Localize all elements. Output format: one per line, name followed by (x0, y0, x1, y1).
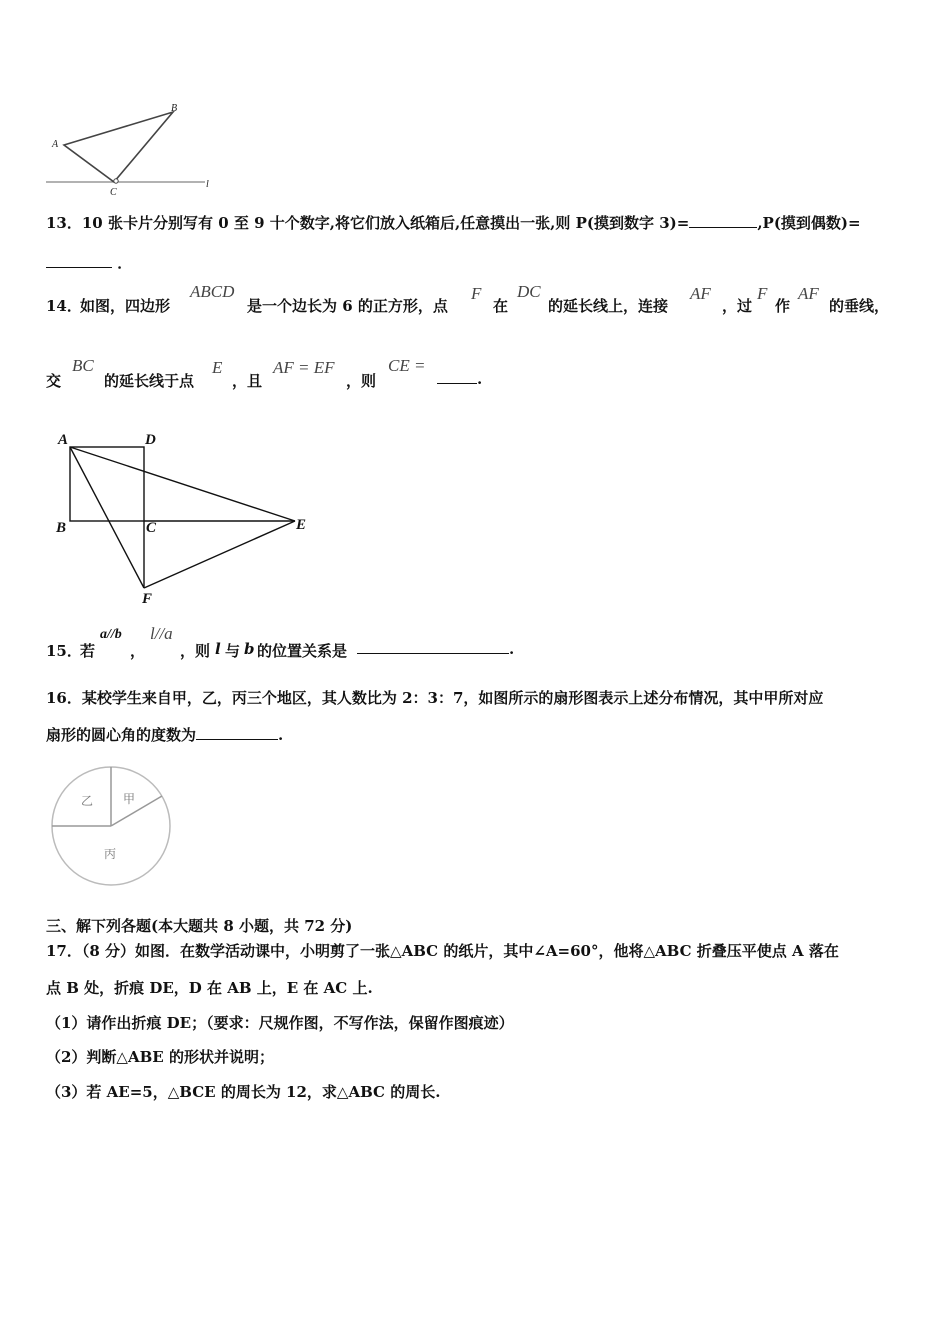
q14-text-1: 如图，四边形 (80, 297, 171, 315)
q14-answer-line (437, 370, 482, 388)
q15-text-5: 的位置关系是 (257, 642, 348, 660)
label-e: E (296, 517, 307, 533)
q14-math-f2: F (757, 284, 768, 303)
triangle-abc (64, 112, 173, 182)
label-f: F (142, 591, 153, 607)
q14-end: . (477, 370, 483, 388)
q13-text-a: 10 张卡片分别写有 0 至 9 十个数字,将它们放入纸箱后,任意摸出一张,则 P(摸到数字 3)= (81, 214, 690, 232)
q14-answer-blank (437, 382, 477, 384)
q15-end: . (509, 640, 515, 658)
q15-number: 15． (46, 642, 82, 660)
q14-number: 14． (46, 297, 82, 315)
question-16-line1 (46, 687, 823, 708)
label-d: D (145, 432, 156, 448)
q14-text-8: 交 (46, 372, 62, 390)
section-3-title: 三、解下列各题(本大题共 8 小题，共 72 分) (46, 917, 353, 935)
point-c-mark (114, 179, 118, 183)
q14-math-af: AF (690, 284, 711, 303)
q17-line-2: 点 B 处，折痕 DE，D 在 AB 上，E 在 AC 上. (46, 979, 373, 997)
q15-text-3: ，则 (180, 642, 211, 660)
pie-label-jia: 甲 (123, 792, 136, 806)
q16-answer-blank (196, 738, 278, 740)
q16-line-1: 某校学生来自甲，乙，丙三个地区，其人数比为 2：3：7，如图所示的扇形图表示上述分布情况，其中甲所对应 (81, 689, 824, 707)
q17-line-1: 17．（8 分）如图．在数学活动课中，小明剪了一张△ABC 的纸片，其中∠A=60°，他将△ABC 折叠压平使点 A 落在 (46, 942, 839, 960)
q14-text-4: 的延长线上，连接 (548, 297, 669, 315)
q14-text-3: 在 (493, 297, 509, 315)
segment-fe (144, 521, 295, 588)
q14-math-ce: CE = (388, 356, 426, 375)
q15-math-a-par-b: a//b (100, 627, 122, 642)
q15-math-l: l (215, 640, 221, 658)
q14-text-7: 的垂线， (829, 297, 890, 315)
question-13 (46, 212, 861, 233)
q16-end: . (278, 726, 284, 744)
q15-answer-blank (357, 652, 509, 654)
q17-part-3: （3）若 AE=5，△BCE 的周长为 12，求△ABC 的周长. (46, 1083, 441, 1101)
q13-end: ． (117, 254, 133, 272)
label-b: B (171, 103, 178, 114)
q13-answer-blank-2 (46, 266, 112, 268)
q14-math-f: F (471, 284, 482, 303)
pie-figure-q16 (48, 766, 178, 890)
q14-text-5: ，过 (722, 297, 753, 315)
q14-text-9: 的延长线于点 (104, 372, 195, 390)
label-b: B (56, 520, 67, 536)
q15-math-l-par-a: l//a (150, 624, 173, 643)
q15-text-4: 与 (225, 642, 241, 660)
pie-label-bing: 丙 (104, 847, 117, 861)
q16-number: 16． (46, 689, 82, 707)
triangle-figure-q12 (40, 98, 220, 198)
square-figure-q14 (50, 425, 325, 610)
q14-text-6: 作 (775, 297, 791, 315)
q14-text-2: 是一个边长为 6 的正方形，点 (247, 297, 448, 315)
q16-line-2: 扇形的圆心角的度数为 (46, 726, 197, 744)
q14-text-11: ，则 (346, 372, 377, 390)
q14-math-dc: DC (517, 282, 541, 301)
pie-divider-right (111, 796, 162, 826)
q14-text-10: ，且 (232, 372, 263, 390)
q14-math-e: E (212, 358, 223, 377)
label-c: C (146, 520, 157, 536)
label-l: l (206, 179, 209, 190)
q14-math-af-eq-ef: AF = EF (273, 358, 335, 377)
q14-math-af2: AF (798, 284, 819, 303)
label-c: C (110, 187, 117, 198)
q17-part-1: （1）请作出折痕 DE；（要求：尺规作图，不写作法，保留作图痕迹） (46, 1014, 514, 1032)
q17-part-2: （2）判断△ABE 的形状并说明； (46, 1048, 274, 1066)
question-16-line2 (46, 724, 283, 745)
q15-answer-line (357, 640, 514, 658)
question-13-line2 (46, 252, 132, 273)
q13-number: 13． (46, 214, 82, 232)
pie-label-yi: 乙 (81, 794, 94, 808)
q15-text-2: ， (130, 642, 146, 660)
q15-text-1: 若 (80, 642, 96, 660)
label-a: A (52, 139, 59, 150)
square-abcd (70, 447, 144, 521)
q13-text-b: ,P(摸到偶数)= (757, 214, 861, 232)
q13-answer-blank-1 (689, 226, 757, 228)
label-a: A (58, 432, 69, 448)
q15-math-b: b (244, 640, 255, 658)
q14-math-abcd: ABCD (190, 282, 235, 301)
q14-math-bc: BC (72, 356, 94, 375)
